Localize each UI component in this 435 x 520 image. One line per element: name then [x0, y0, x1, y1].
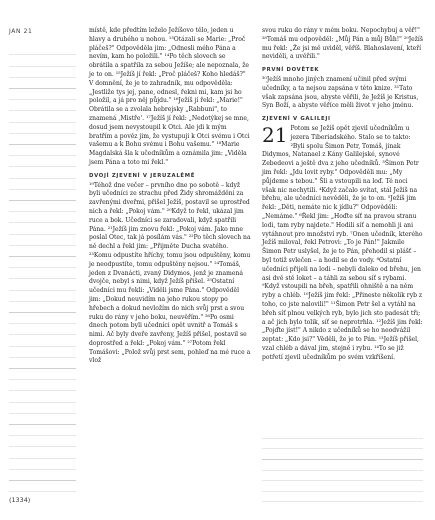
- journal-margin: [0, 0, 83, 520]
- paragraph: Potom se Ježíš opět zjevil učedníkům u jezera Tiberiadského. Stalo se to takto: ²Byli spolu Šimon Petr, Tomáš, jinak Didymos, Natanael z Kány Galilejské, synové Zebedeovi a ještě dva z jeho učedníků. ³Šimon Petr jim řekl: „Jdu lovit ryby." Odpověděli mu: „My půjdeme s tebou." Šli a vstoupili na loď. Té noci však nic nechytili. ⁴Když začalo svítat, stál Ježíš na břehu, ale učedníci nevěděli, že je to on. ⁵Ježíš jim řekl: „Děti, nemáte nic k jídlu?" Odpověděli: „Nemáme." ⁶Řekl jim: „Hoďte síť na pravou stranu lodi, tam ryby najdete." Hodili síť a nemohli ji ani vytáhnout pro množství ryb. ⁷Onen učedník, kterého Ježíš miloval, řekl Petrovi: „To je Pán!" Jakmile Šimon Petr uslyšel, že je to Pán, přehodil si plášť – byl totiž svlečen – a hodil se do vody. ⁸Ostatní učedníci přijeli na lodi – nebyli daleko od břehu, jen asi dvě stě loket – a táhli za sebou síť s rybami. ⁹Když vstoupili na břeh, spatřili ohniště a na něm ryby a chléb. ¹⁰Ježíš jim řekl: „Přineste několik ryb z toho, co jste nalovili!" ¹¹Šimon Petr šel a vytáhl na břeh síť plnou velkých ryb, bylo jich sto padesát tři; a ač jich bylo tolik, síť se neprotrhla. ¹²Ježíš jim řekl: „Pojďte jíst!" A nikdo z učedníků se ho neodvážil zeptat: „Kdo jsi?" Věděli, že je to Pán. ¹³Ježíš přišel, vzal chléb a dával jim, stejně i rybu. ¹⁴To se již potřetí zjevil učedníkům po svém vzkříšení.: [262, 124, 423, 361]
- paragraph: místě, kde předtím leželo Ježíšovo tělo, jeden u hlavy a druhého u nohou. ¹³Otázali se Marie: „Proč pláčeš?" Odpověděla jim: „Odnesli mého Pána a nevím, kam ho položili." ¹⁴Po těch slovech se obrátila a spatřila za sebou Ježíše; ale nepoznala, že je to on. ¹⁵Ježíš jí řekl: „Proč pláčeš? Koho hledáš?" V domnění, že je to zahradník, mu odpověděla: „Jestliže tys jej, pane, odnesl, řekni mi, kam jsi ho položil, a já pro něj půjdu." ¹⁶Ježíš jí řekl: „Marie!" Obrátila se a zvolala hebrejsky „Rabbuni", to znamená ‚Mistře'. ¹⁷Ježíš jí řekl: „Nedotýkej se mne, dosud jsem nevystoupil k Otci. Ale jdi k mým bratřím a pověz jim, že vystupuji k Otci svému i Otci vašemu a k Bohu svému i Bohu vašemu." ¹⁸Marie Magdalská šla k učedníkům a oznámila jim: „Viděla jsem Pána a toto mi řekl.": [89, 27, 250, 166]
- note-lines-bottom: [262, 438, 423, 508]
- section-heading: PRVNÍ DOVĚTEK: [262, 67, 320, 74]
- text-column-right: [262, 27, 423, 362]
- note-lines: [9, 44, 76, 492]
- date-label: JAN 21: [9, 28, 33, 35]
- page-number: (1334): [9, 496, 31, 504]
- paragraph: ³⁰Ježíš mnoho jiných znamení učinil před svými učedníky, a ta nejsou zapsána v této knize. ³¹Tato však zapsána jsou, abyste věřili, že Ježíš je Kristus, Syn Boží, a abyste věříce měli život v jeho jménu.: [262, 75, 419, 110]
- section-heading: ZJEVENÍ V GALILEJI: [262, 116, 331, 123]
- section-heading: DVOJÍ ZJEVENÍ V JERUZALÉMĚ: [89, 172, 196, 179]
- chapter-number: 21: [262, 122, 288, 147]
- paragraph: svou ruku do rány v mém boku. Nepochybuj a věř!" ²⁸Tomáš mu odpověděl: „Můj Pán a můj Bůh!" ²⁹Ježíš mu řekl: „Že jsi mě uviděl, věříš. Blahoslavení, kteří neviděli, a uvěřili.": [262, 27, 423, 61]
- chapter-paragraph: [262, 122, 423, 363]
- text-column-left: [89, 27, 251, 366]
- paragraph: ¹⁹Téhož dne večer – prvního dne po sobotě – když byli učedníci ze strachu před Židy shromážděni za zavřenými dveřmi, přišel Ježíš, postavil se uprostřed nich a řekl: „Pokoj vám." ²⁰Když to řekl, ukázal jim ruce a bok. Učedníci se zaradovali, když spatřili Pána. ²¹Ježíš jim znovu řekl: „Pokoj vám. Jako mne poslal Otec, tak já posílám vás." ²²Po těch slovech na ně dechl a řekl jim: „Přijměte Ducha svatého. ²³Komu odpustíte hříchy, tomu jsou odpuštěny, komu je neodpustíte, tomu odpuštěny nejsou." ²⁴Tomáš, jeden z Dvanácti, zvaný Didymos, jenž je znamená dvojče, nebyl s nimi, když Ježíš přišel. ²⁵Ostatní učedníci mu řekli: „Viděli jsme Pána." Odpověděl jim: „Dokud neuvidím na jeho rukou stopy po hřebech a dokud nevložím do nich svůj prst a svou ruku do rány v jeho boku, neuvěřím." ²⁶Po osmi dnech potom byli učedníci opět uvnitř a Tomáš s nimi. Ač byly dveře zavřeny, Ježíš přišel, postavil se doprostřed a řekl: „Pokoj vám." ²⁷Potom řekl Tomášovi: „Polož svůj prst sem, pohleď na mé ruce a vlož: [89, 181, 251, 365]
